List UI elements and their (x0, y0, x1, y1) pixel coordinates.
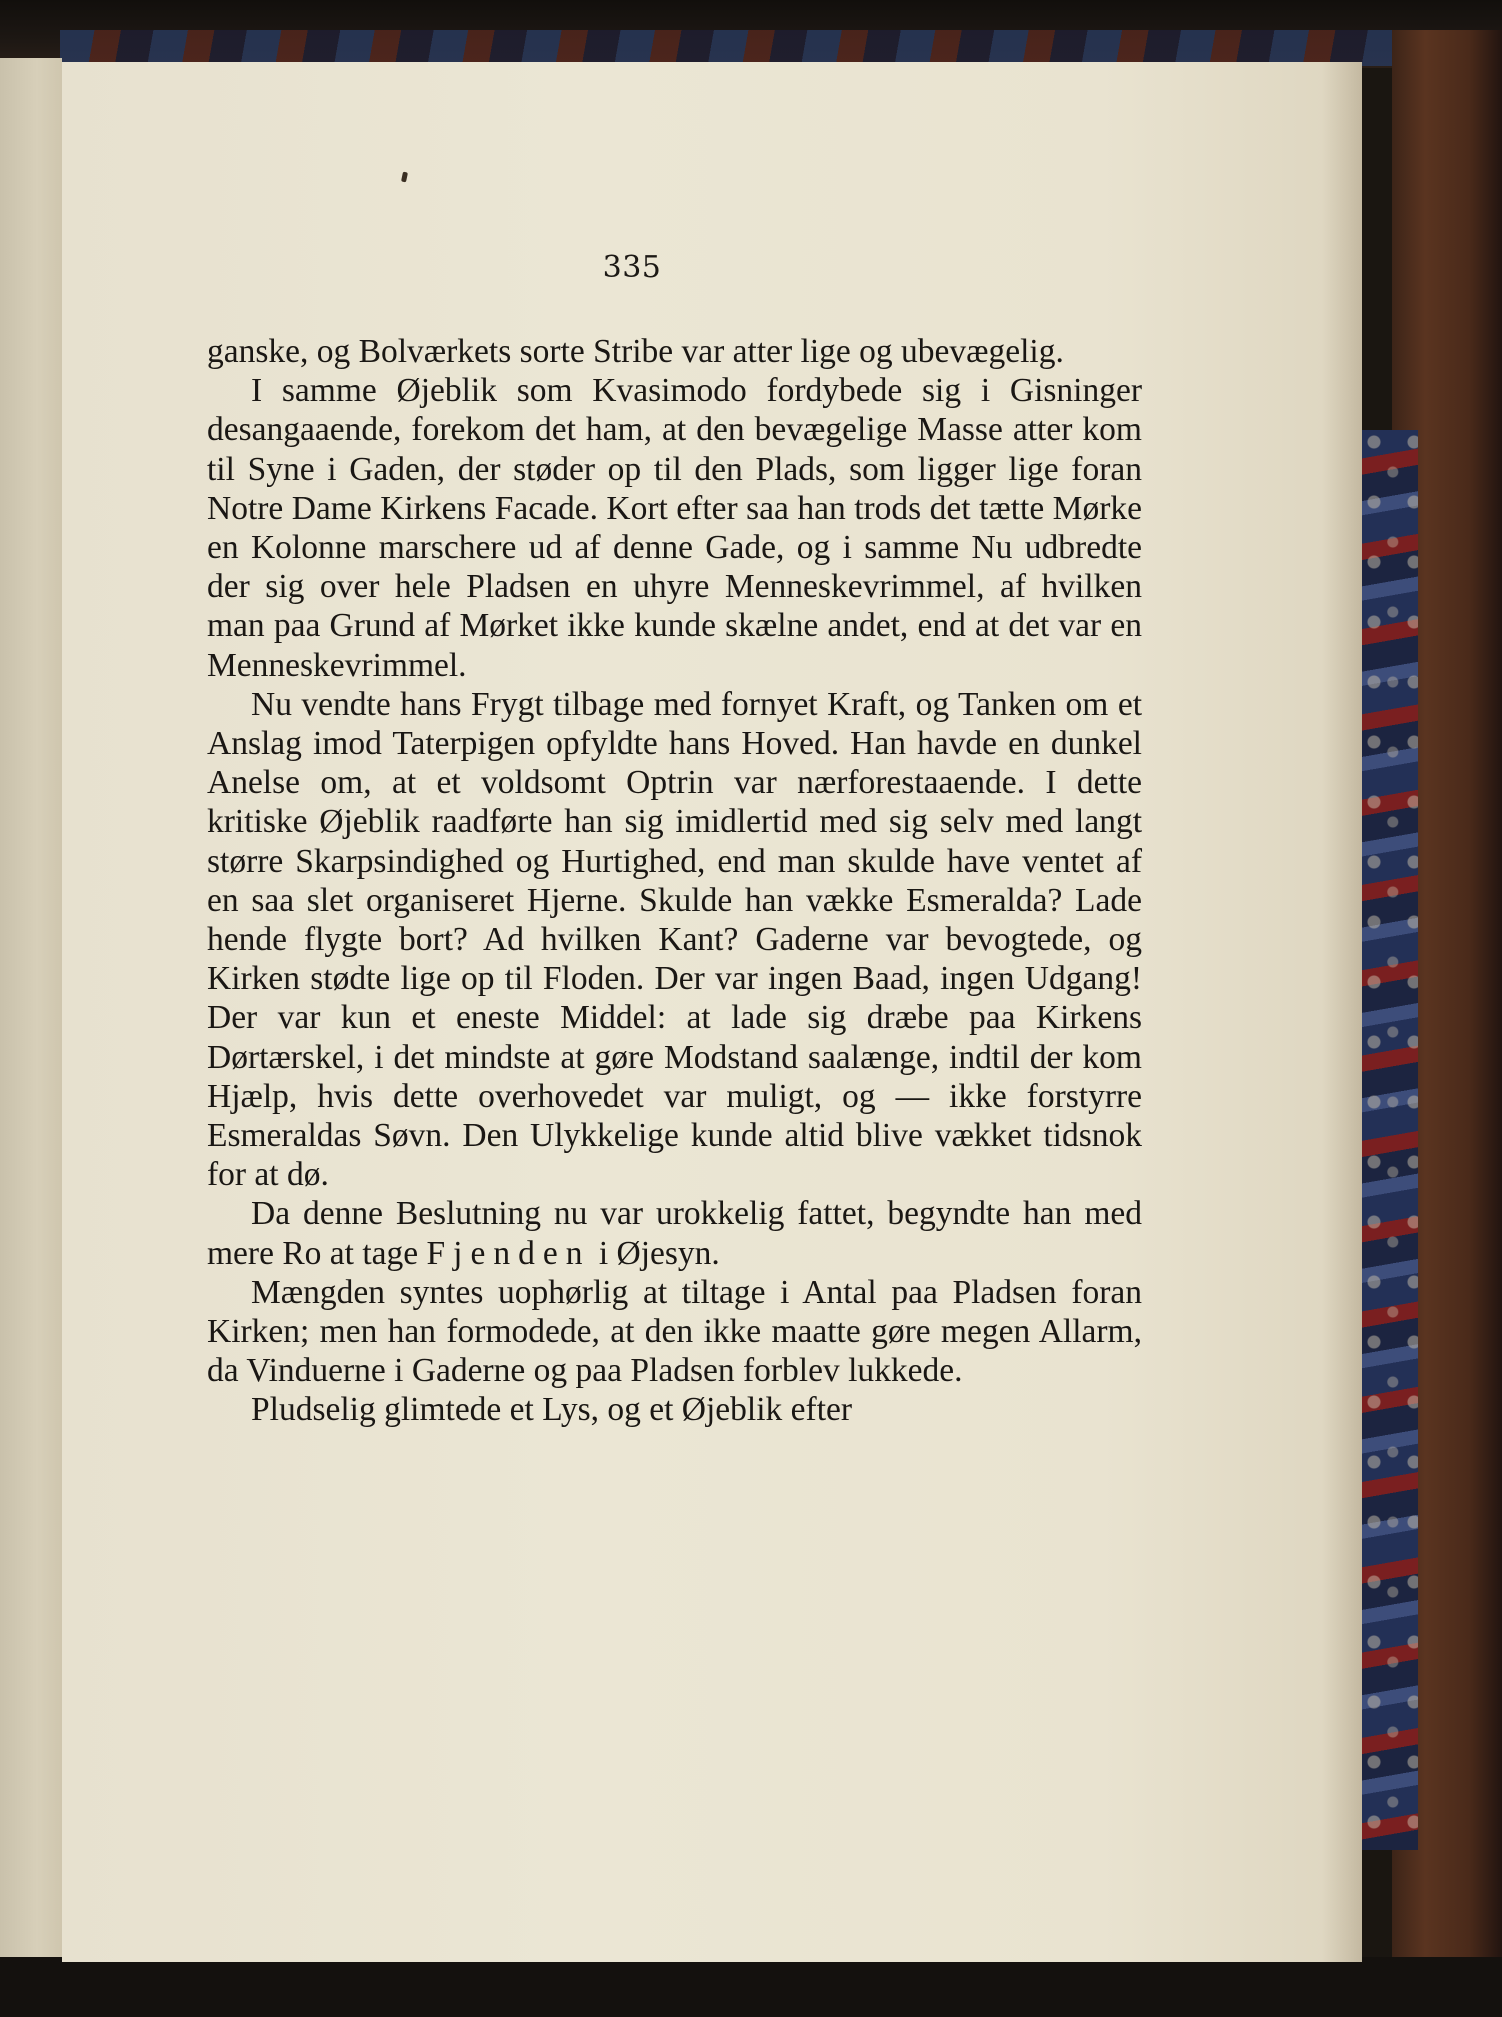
paragraph-text: Da denne Beslutning nu var urokkelig fattet, begyndte han med mere Ro at tage (207, 1195, 1142, 1272)
marbled-cover-pattern (60, 30, 1420, 66)
spaced-emphasis-word: Fjenden (426, 1234, 591, 1272)
previous-page-edge (0, 58, 62, 1958)
paragraph (207, 1194, 1142, 1272)
paragraph: I samme Øjeblik som Kvasimodo fordybede sig i Gisninger desangaaende, forekom det ham, at den bevægelige Masse atter kom til Syne i Gaden, der støder op til den Plads, som ligger lige foran Notre Dame Kirkens Facade. Kort efter saa han trods det tætte Mørke en Kolonne marschere ud af denne Gade, og i samme Nu udbredte der sig over hele Pladsen en uhyre Menneskevrimmel, af hvilken man paa Grund af Mørket ikke kunde skælne andet, end at det var en Menneskevrimmel. (207, 372, 1142, 684)
page-number: 335 (602, 250, 662, 285)
body-text (207, 332, 1142, 1430)
book-cover-top-edge (0, 0, 1502, 68)
paragraph: Mængden syntes uophørlig at tiltage i Antal paa Pladsen foran Kirken; men han formodede, at den ikke maatte gøre megen Allarm, da Vinduerne i Gaderne og paa Pladsen forblev lukkede. (207, 1273, 1142, 1390)
marbled-endpaper (1362, 430, 1418, 1850)
paragraph: ganske, og Bolværkets sorte Stribe var atter lige og ubevægelig. (207, 333, 1064, 370)
paragraph: Nu vendte hans Frygt tilbage med fornyet Kraft, og Tanken om et Anslag imod Taterpigen opfyldte hans Hoved. Han havde en dunkel Anelse om, at et voldsomt Optrin var nærforestaaende. I dette kritiske Øjeblik raadførte han sig imidlertid med sig selv med langt større Skarpsindighed og Hurtighed, end man skulde have ventet af en saa slet organiseret Hjerne. Skulde han vække Esmeralda? Lade hende flygte bort? Ad hvilken Kant? Gaderne var bevogtede, og Kirken stødte lige op til Floden. Der var ingen Baad, ingen Udgang! Der var kun et eneste Middel: at lade sig dræbe paa Kirkens Dørtærskel, i det mindste at gøre Modstand saalænge, indtil der kom Hjælp, hvis dette overhovedet var muligt, og — ikke forstyrre Esmeraldas Søvn. Den Ulykkelige kunde altid blive vækket tidsnok for at dø. (207, 685, 1142, 1194)
ink-speck (401, 172, 408, 183)
paragraph-text: i Øjesyn. (590, 1234, 720, 1272)
book-page (62, 62, 1362, 1962)
book-cover-bottom-edge (0, 1957, 1502, 2017)
paragraph: Pludselig glimtede et Lys, og et Øjeblik efter (251, 1391, 853, 1429)
page-gutter-shadow (1322, 62, 1362, 1962)
